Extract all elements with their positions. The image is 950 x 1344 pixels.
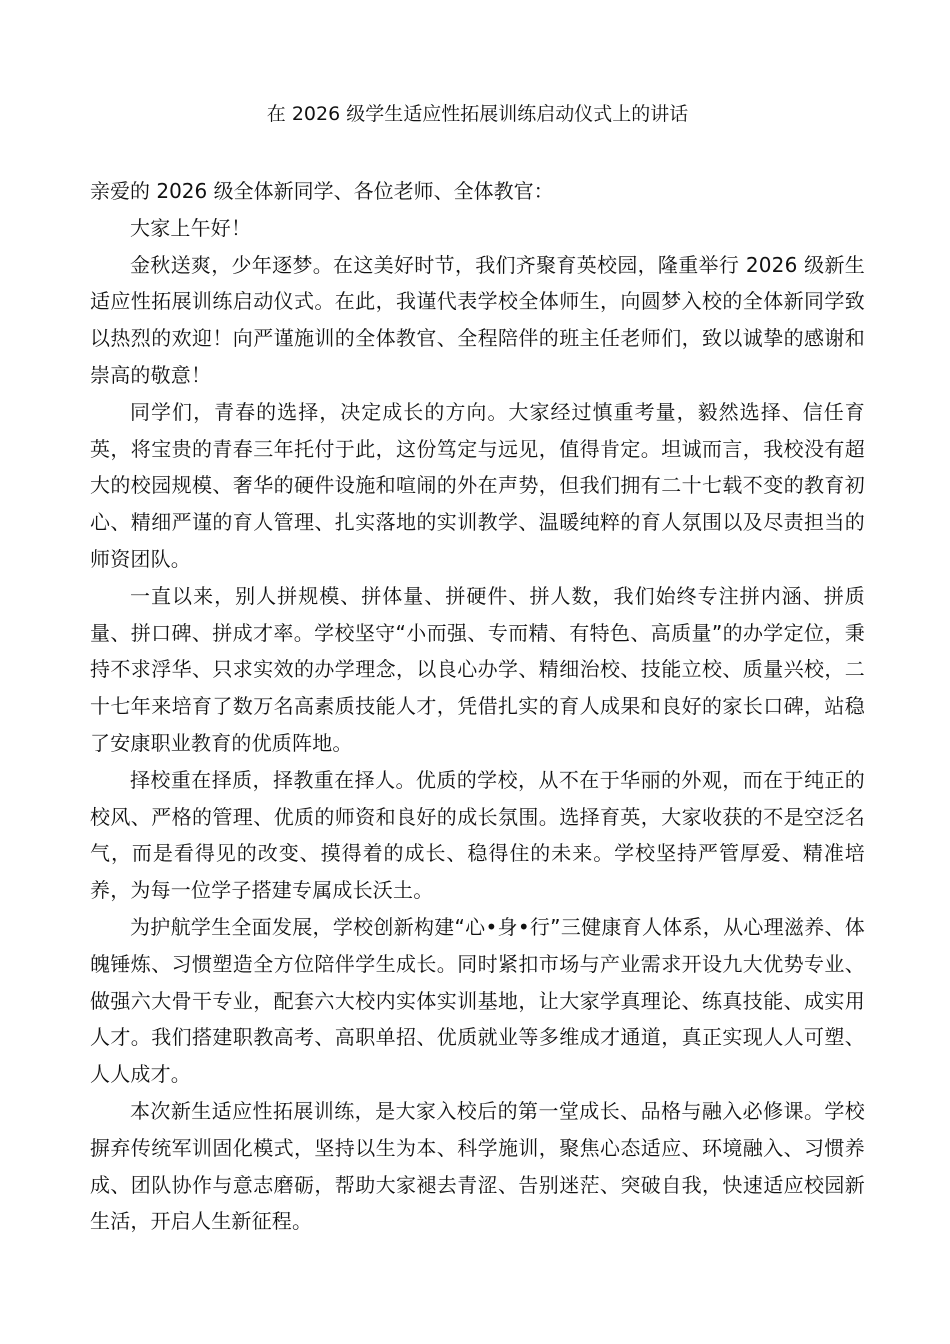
document-page [90,96,865,1240]
paragraph-quality: 择校重在择质，择教重在择人。优质的学校，从不在于华丽的外观，而在于纯正的校风、严格的管理、优质的师资和良好的成长氛围。选择育英，大家收获的不是空泛名气，而是看得见的改变、摸得着的成长、稳得住的未来。学校坚持严管厚爱、精准培养，为每一位学子搭建专属成长沃土。 [90,767,865,903]
paragraph-choice: 同学们，青春的选择，决定成长的方向。大家经过慎重考量，毅然选择、信任育英，将宝贵的青春三年托付于此，这份笃定与远见，值得肯定。坦诚而言，我校没有超大的校园规模、奢华的硬件设施和喧闹的外在声势，但我们拥有二十七载不变的教育初心、精细严谨的育人管理、扎实落地的实训教学、温暖纯粹的育人氛围以及尽责担当的师资团队。 [90,399,865,571]
document-title: 在 2026 级学生适应性拓展训练启动仪式上的讲话 [266,103,689,125]
paragraph-development: 为护航学生全面发展，学校创新构建“心•身•行”三健康育人体系，从心理滋养、体魄锤炼、习惯塑造全方位陪伴学生成长。同时紧扣市场与产业需求开设九大优势专业、做强六大骨干专业，配套六大校内实体实训基地，让大家学真理论、练真技能、成实用人才。我们搭建职教高考、高职单招、优质就业等多维成才通道，真正实现人人可塑、人人成才。 [90,914,865,1087]
paragraph-training: 本次新生适应性拓展训练，是大家入校后的第一堂成长、品格与融入必修课。学校摒弃传统军训固化模式，坚持以生为本、科学施训，聚焦心态适应、环境融入、习惯养成、团队协作与意志磨砺，帮助大家褪去青涩、告别迷茫、突破自我，快速适应校园新生活，开启人生新征程。 [90,1098,865,1234]
paragraph-connotation: 一直以来，别人拼规模、拼体量、拼硬件、拼人数，我们始终专注拼内涵、拼质量、拼口碑、拼成才率。学校坚守“小而强、专而精、有特色、高质量”的办学定位，秉持不求浮华、只求实效的办学理念，以良心办学、精细治校、技能立校、质量兴校，二十七年来培育了数万名高素质技能人才，凭借扎实的育人成果和良好的家长口碑，站稳了安康职业教育的优质阵地。 [90,583,865,755]
salutation: 亲爱的 2026 级全体新同学、各位老师、全体教官： [90,179,554,203]
paragraph-welcome: 金秋送爽，少年逐梦。在这美好时节，我们齐聚育英校园，隆重举行 2026 级新生适应性拓展训练启动仪式。在此，我谨代表学校全体师生，向圆梦入校的全体新同学致以热烈的欢迎！向严谨施训的全体教官、全程陪伴的班主任老师们，致以诚挚的感谢和崇高的敬意！ [90,252,865,387]
paragraph-greeting: 大家上午好！ [130,215,252,240]
